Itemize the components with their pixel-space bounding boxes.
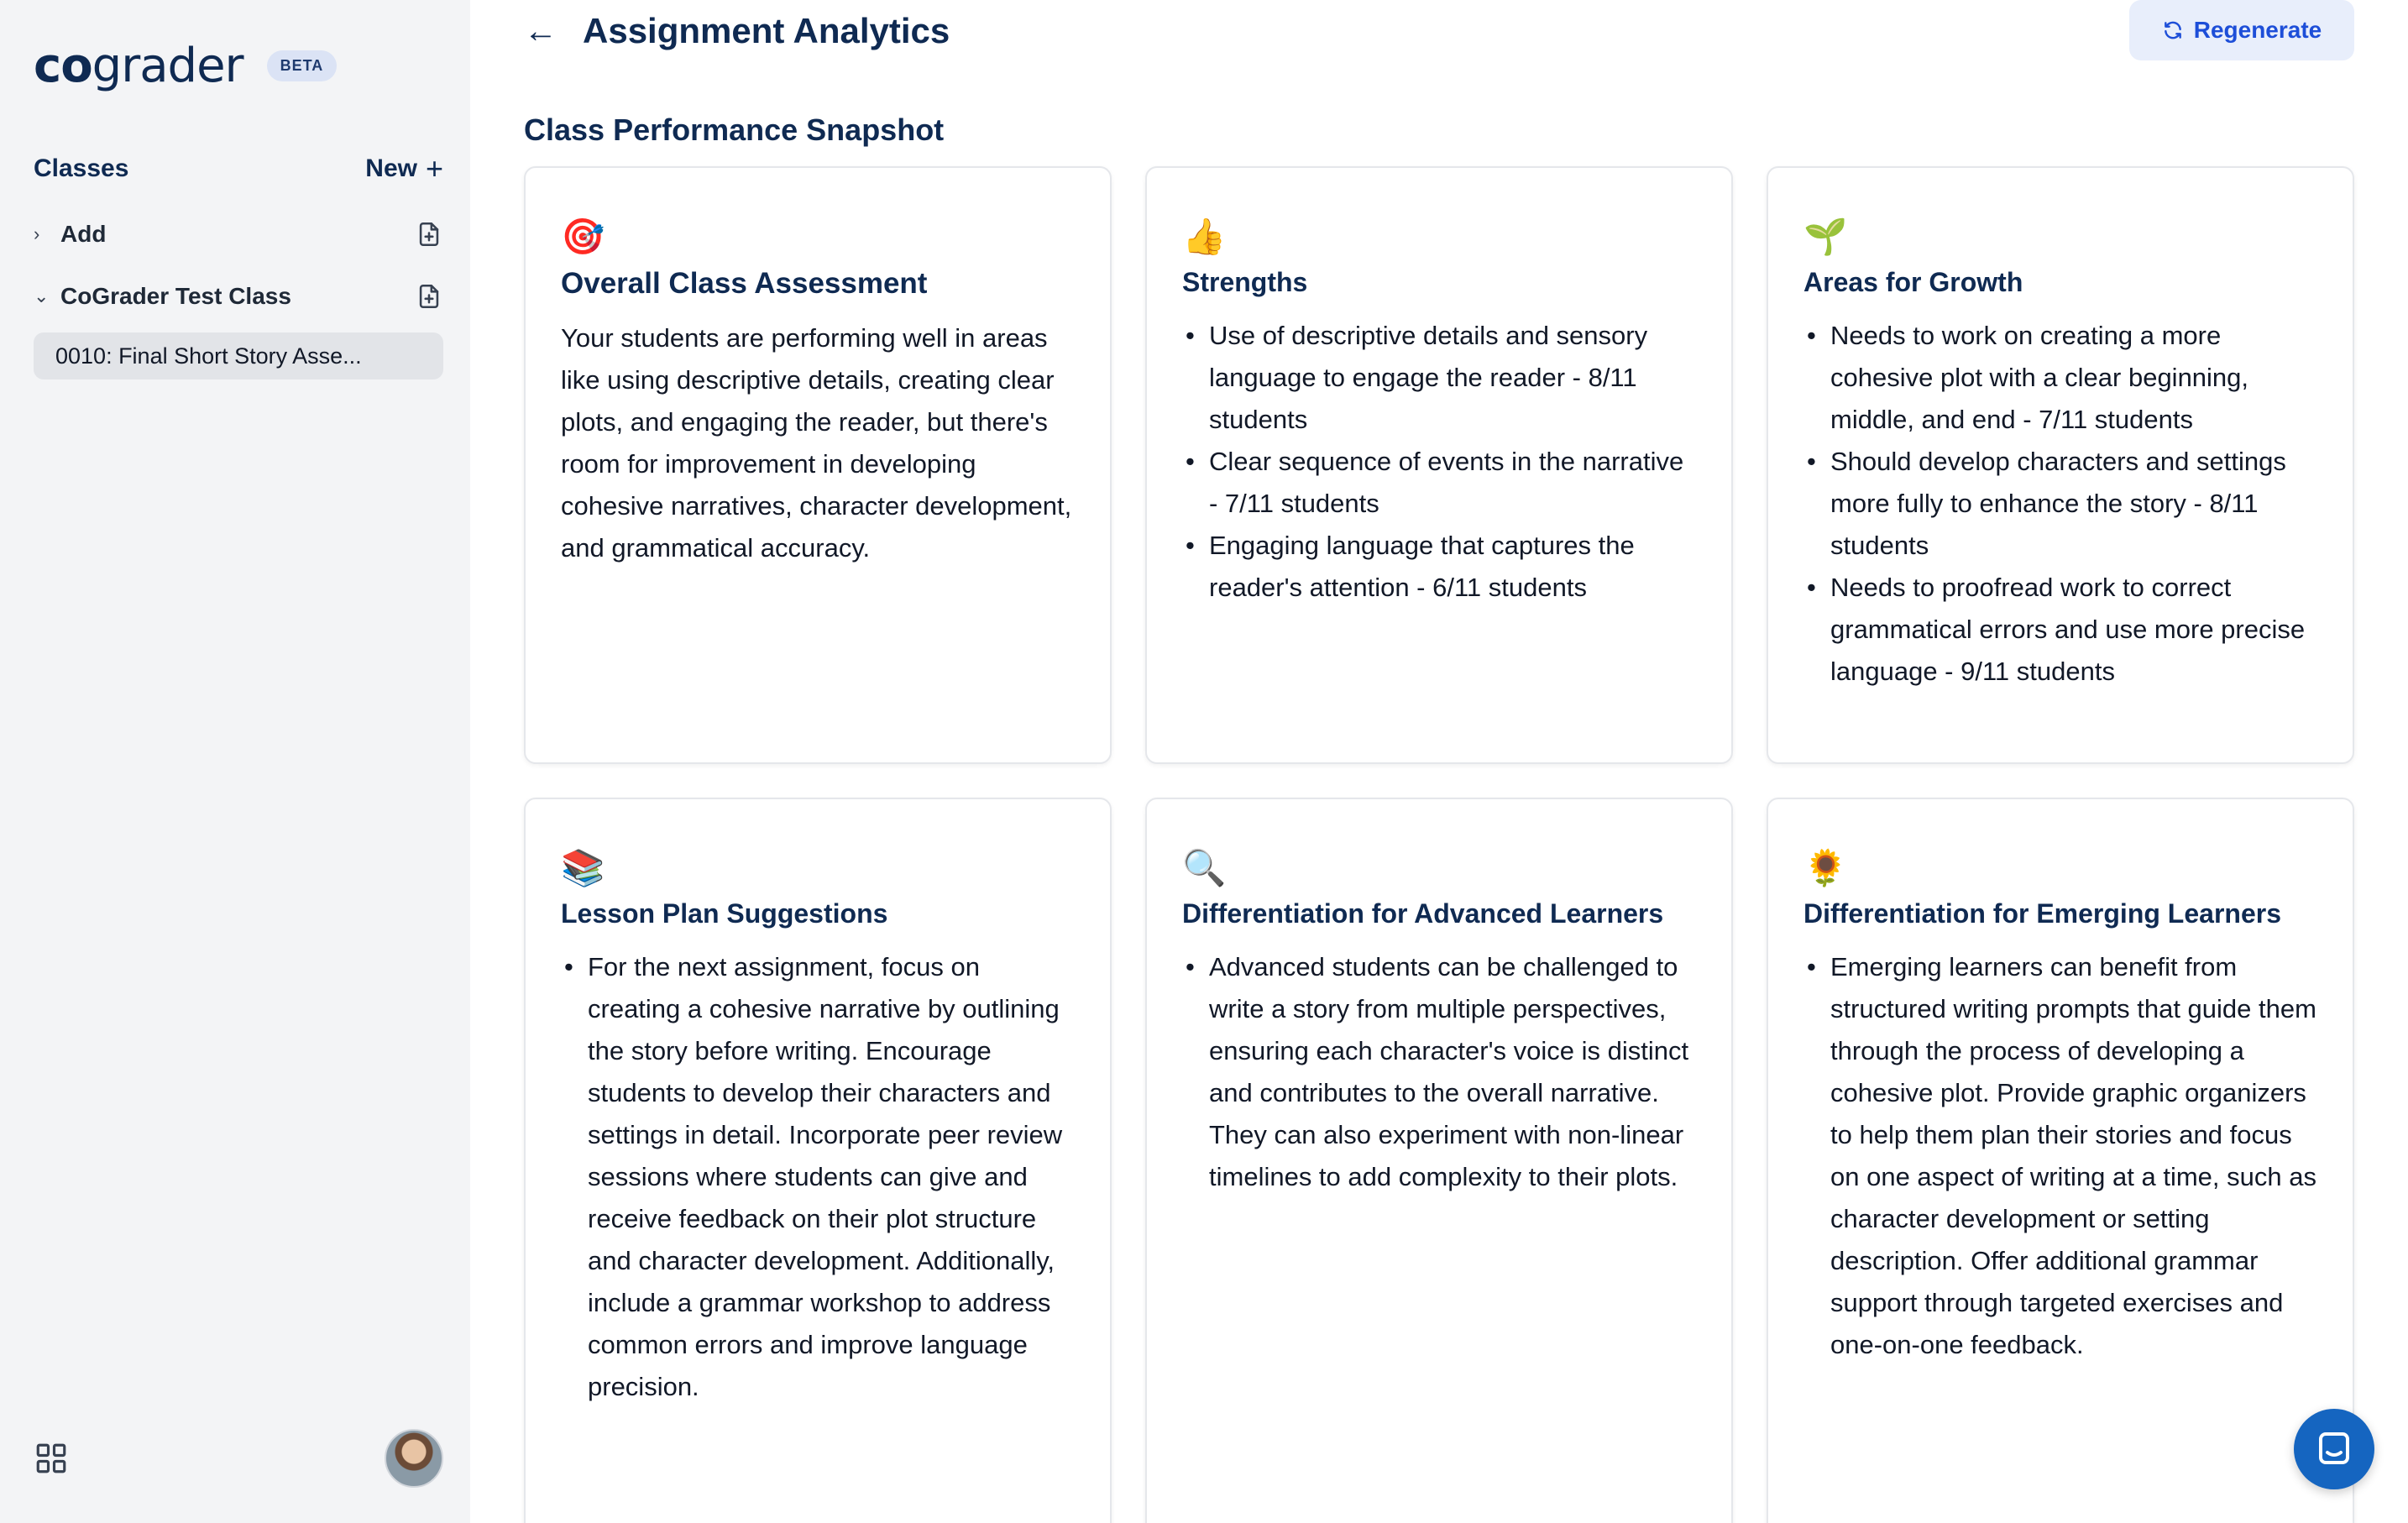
- add-file-icon[interactable]: [415, 220, 443, 249]
- books-icon: 📚: [561, 847, 605, 888]
- magnifier-icon: 🔍: [1182, 847, 1227, 888]
- classes-header: [34, 148, 443, 190]
- card-areas-for-growth: [1767, 166, 2354, 764]
- card-title: Areas for Growth: [1803, 267, 2023, 297]
- list-item: • Clear sequence of events in the narrative - 7/11 students: [1182, 441, 1698, 525]
- new-class-label: New: [365, 154, 417, 182]
- card-title: Differentiation for Emerging Learners: [1803, 898, 2281, 929]
- tree-item-class[interactable]: [34, 267, 443, 326]
- chat-icon: [2314, 1429, 2354, 1469]
- card-list: [1182, 315, 1698, 609]
- card-lesson-plan: [524, 798, 1112, 1523]
- card-strengths: [1145, 166, 1733, 764]
- section-title: Class Performance Snapshot: [524, 113, 945, 147]
- list-item: • Needs to proofread work to correct grammatical errors and use more precise language - 9/11 students: [1803, 567, 2319, 693]
- card-list: [1182, 946, 1698, 1198]
- regenerate-button[interactable]: [2129, 0, 2354, 60]
- list-item: • Needs to work on creating a more cohesive plot with a clear beginning, middle, and end - 7/11 students: [1803, 315, 2319, 441]
- new-class-button[interactable]: [365, 151, 443, 186]
- list-item: • For the next assignment, focus on creating a cohesive narrative by outlining the story before writing. Encourage students to develop their characters and settings in detail. Incorporate peer review sessions where students can give and receive feedback on their plot structure and character development. Additionally, include a grammar workshop to address common errors and improve language precision.: [561, 946, 1076, 1408]
- card-list: [561, 946, 1076, 1408]
- list-item: • Should develop characters and settings more fully to enhance the story - 8/11 students: [1803, 441, 2319, 567]
- card-text: Your students are performing well in areas like using descriptive details, creating clear plots, and engaging the reader, but there's room for improvement in developing cohesive narratives, character development, and grammatical accuracy.: [561, 323, 1072, 563]
- cards-grid: [524, 166, 2354, 1523]
- beta-badge: BETA: [267, 50, 338, 81]
- avatar[interactable]: [385, 1429, 443, 1488]
- card-advanced-learners: [1145, 798, 1733, 1523]
- chevron-right-icon[interactable]: ›: [34, 223, 40, 244]
- card-title: Differentiation for Advanced Learners: [1182, 898, 1664, 929]
- card-list: [1803, 315, 2319, 693]
- target-icon: 🎯: [561, 216, 605, 257]
- add-file-icon[interactable]: [415, 282, 443, 311]
- tree-item-add[interactable]: [34, 205, 443, 264]
- tree-item-label: CoGrader Test Class: [60, 283, 291, 309]
- list-item: • Use of descriptive details and sensory language to engage the reader - 8/11 students: [1182, 315, 1698, 441]
- brand: [34, 0, 443, 126]
- apps-grid-icon[interactable]: [34, 1441, 69, 1476]
- page-title: Assignment Analytics: [583, 11, 950, 50]
- chat-launcher-button[interactable]: [2294, 1409, 2374, 1489]
- main-content: [470, 0, 2408, 1523]
- card-title: Overall Class Assessment: [561, 267, 928, 300]
- chevron-down-icon[interactable]: ⌄: [34, 285, 50, 306]
- back-arrow-icon[interactable]: ←: [524, 12, 558, 50]
- card-overall-assessment: [524, 166, 1112, 764]
- card-emerging-learners: [1767, 798, 2354, 1523]
- assignment-item-selected[interactable]: 0010: Final Short Story Asse...: [34, 332, 443, 379]
- logo[interactable]: cograder: [34, 38, 243, 93]
- plus-icon: +: [425, 151, 443, 186]
- refresh-icon: [2162, 19, 2184, 41]
- card-title: Lesson Plan Suggestions: [561, 898, 888, 929]
- sidebar-footer: [34, 1429, 443, 1488]
- list-item: • Advanced students can be challenged to write a story from multiple perspectives, ensuring each character's voice is distinct and contributes to the overall narrative. They can also experiment with non-linear timelines to add complexity to their plots.: [1182, 946, 1698, 1198]
- card-list: [1803, 946, 2319, 1366]
- sidebar: [0, 0, 470, 1523]
- classes-title: Classes: [34, 154, 129, 182]
- sunflower-icon: 🌻: [1803, 847, 1848, 888]
- list-item: • Emerging learners can benefit from structured writing prompts that guide them through the process of developing a cohesive plot. Provide graphic organizers to help them plan their stories and focus on one aspect of writing at a time, such as character development or setting description. Offer additional grammar support through targeted exercises and one-on-one feedback.: [1803, 946, 2319, 1366]
- tree-item-label: Add: [60, 221, 107, 247]
- regenerate-label: Regenerate: [2193, 17, 2322, 43]
- topbar: [524, 0, 2354, 62]
- list-item: • Engaging language that captures the reader's attention - 6/11 students: [1182, 525, 1698, 609]
- thumbs-up-icon: 👍: [1182, 216, 1227, 257]
- card-title: Strengths: [1182, 267, 1308, 297]
- seedling-icon: 🌱: [1803, 216, 1848, 257]
